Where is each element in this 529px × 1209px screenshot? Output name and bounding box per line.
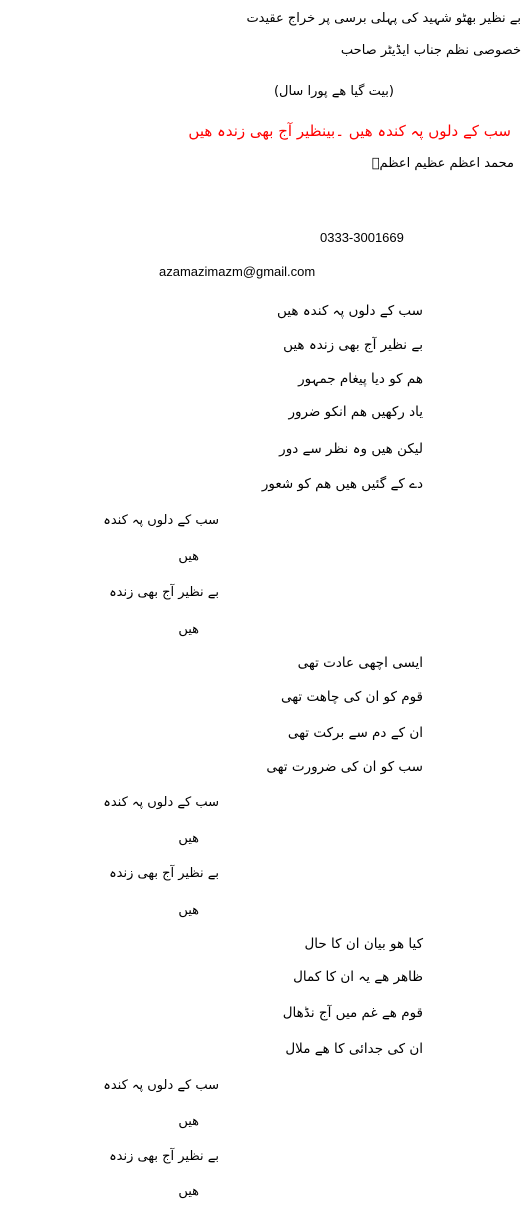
chorus-line: سب کے دلوں پہ کندہ [103, 795, 219, 810]
poem-title: (بیت گیا ھے پورا سال) [273, 84, 394, 99]
author-name: محمد اعظم عظیم اعظمؔ [371, 156, 514, 171]
chorus-line: سب کے دلوں پہ کندہ [103, 513, 219, 528]
stanza2-line: ایسی اچھی عادت تھی [297, 655, 423, 671]
stanza3-line: کیا ھو بیان ان کا حال [304, 936, 423, 952]
stanza2-line: ان کے دم سے برکت تھی [287, 725, 423, 741]
stanza1-line: ھم کو دیا پیغام جمہور [298, 371, 423, 387]
chorus-line: ھیں [178, 903, 199, 918]
chorus-line: ھیں [178, 1114, 199, 1129]
chorus-line: سب کے دلوں پہ کندہ [103, 1078, 219, 1093]
red-headline: سب کے دلوں پہ کندہ ھیں ۔بینظیر آج بھی زندہ ھیں [188, 122, 511, 140]
phone-number: 0333-3001669 [320, 230, 404, 245]
chorus-line: بے نظیر آج بھی زندہ [109, 1149, 219, 1164]
email-address: azamazimazm@gmail.com [159, 264, 316, 279]
stanza1-line: بے نظیر آج بھی زندہ ھیں [283, 337, 423, 353]
stanza3-line: ظاھر ھے یہ ان کا کمال [293, 969, 423, 985]
chorus-line: ھیں [178, 549, 199, 564]
stanza1-line: لیکن ھیں وہ نظر سے دور [279, 441, 423, 457]
header-title: بے نظیر بھٹو شہید کی پہلی برسی پر خراج عقیدت [246, 11, 521, 26]
stanza3-line: ان کی جدائی کا ھے ملال [285, 1041, 423, 1057]
chorus-line: ھیں [178, 831, 199, 846]
chorus-line: بے نظیر آج بھی زندہ [109, 866, 219, 881]
stanza1-line: دے کے گئیں ھیں ھم کو شعور [261, 476, 423, 492]
chorus-line: بے نظیر آج بھی زندہ [109, 585, 219, 600]
stanza3-line: قوم ھے غم میں آج نڈھال [282, 1005, 423, 1021]
stanza1-line: یاد رکھیں ھم انکو ضرور [288, 404, 423, 420]
stanza2-line: قوم کو ان کی چاھت تھی [280, 689, 423, 705]
stanza2-line: سب کو ان کی ضرورت تھی [266, 759, 423, 775]
stanza1-line: سب کے دلوں پہ کندہ ھیں [276, 303, 423, 319]
chorus-line: ھیں [178, 622, 199, 637]
header-subtitle: خصوصی نظم جناب ایڈیٹر صاحب [340, 43, 521, 58]
chorus-line: ھیں [178, 1184, 199, 1199]
